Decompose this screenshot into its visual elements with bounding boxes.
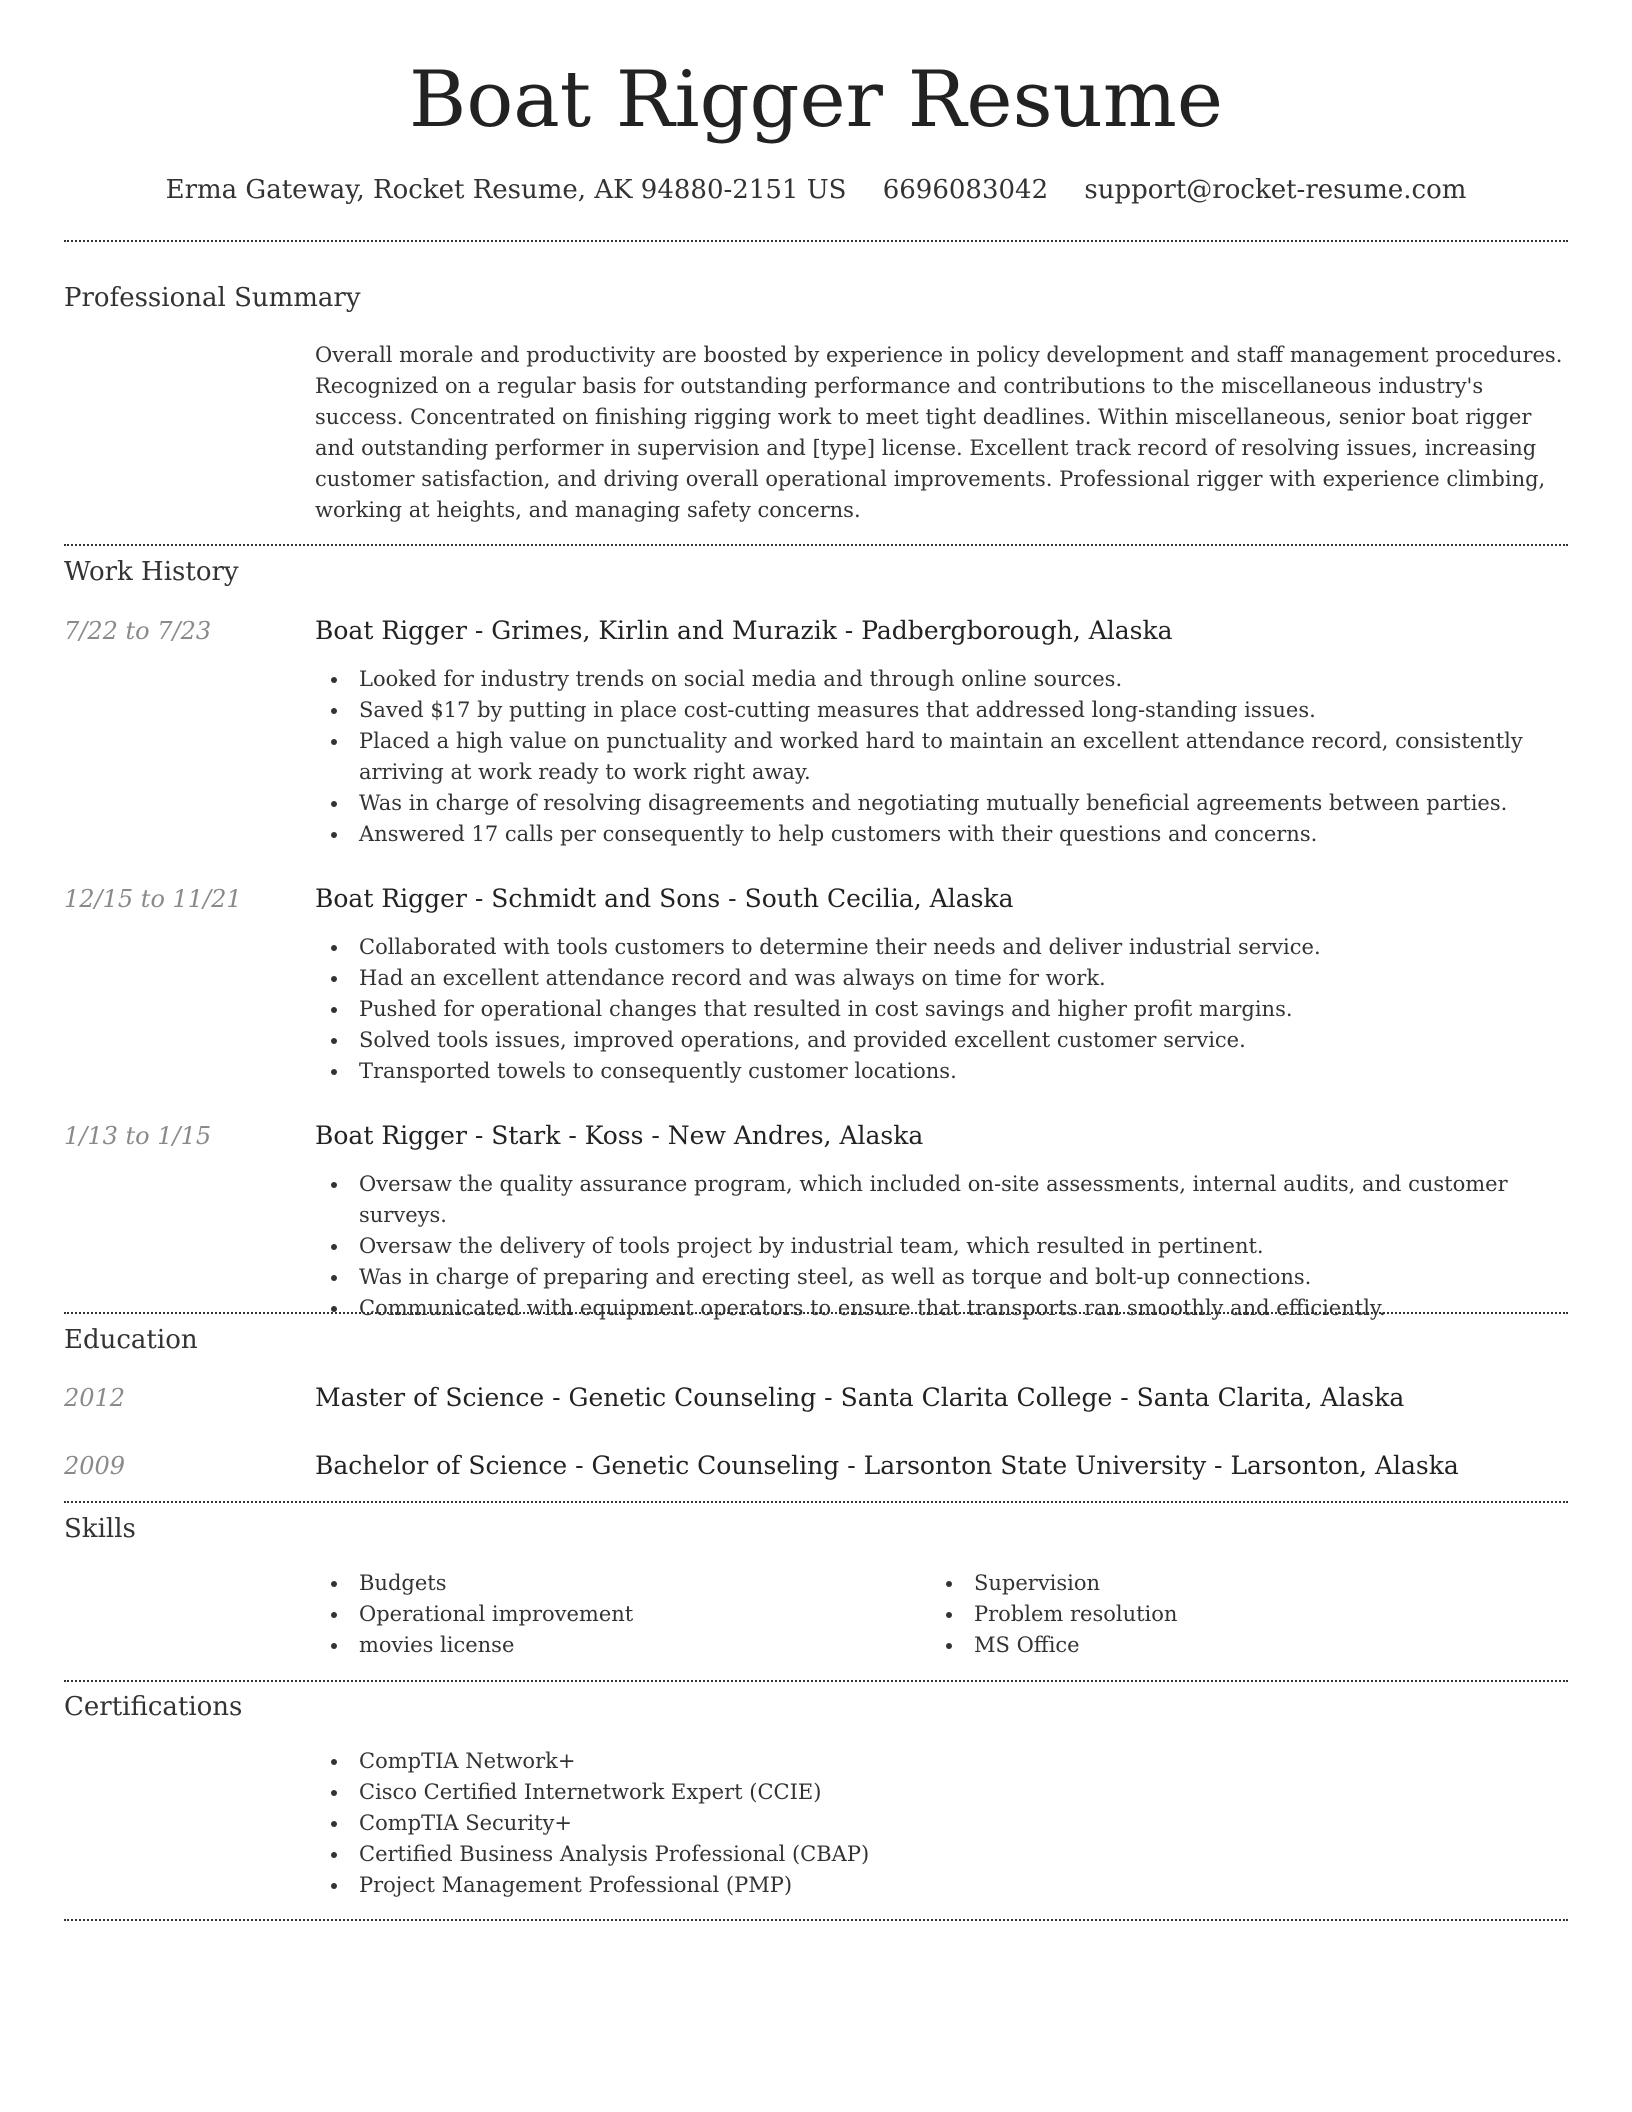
list-item: Operational improvement <box>315 1599 1568 1630</box>
job-title: Boat Rigger - Stark - Koss - New Andres, Alaska <box>315 1121 924 1150</box>
section-divider <box>64 544 1568 546</box>
list-item: Certified Business Analysis Professional (CBAP) <box>315 1839 1568 1870</box>
list-item: CompTIA Security+ <box>315 1808 1568 1839</box>
list-item: MS Office <box>930 1630 1632 1661</box>
work-heading: Work History <box>64 557 239 587</box>
certifications-list <box>315 1746 1568 1901</box>
section-divider <box>64 1919 1568 1921</box>
list-item: Saved $17 by putting in place cost-cutting measures that addressed long-standing issues. <box>315 695 1568 726</box>
summary-heading: Professional Summary <box>64 283 361 313</box>
list-item: Was in charge of preparing and erecting steel, as well as torque and bolt-up connections. <box>315 1262 1568 1293</box>
job-dates: 7/22 to 7/23 <box>64 617 212 645</box>
education-heading: Education <box>64 1325 198 1355</box>
contact-phone[interactable]: 6696083042 <box>882 175 1049 205</box>
skills-list-right <box>930 1568 1632 1661</box>
education-school: - Santa Clarita College - Santa Clarita, Alaska <box>816 1383 1405 1412</box>
list-item: Transported towels to consequently customer locations. <box>315 1056 1568 1087</box>
education-year: 2012 <box>64 1384 126 1412</box>
job-bullets <box>315 932 1568 1087</box>
list-item: Oversaw the delivery of tools project by industrial team, which resulted in pertinent. <box>315 1231 1568 1262</box>
list-item: Solved tools issues, improved operations, and provided excellent customer service. <box>315 1025 1568 1056</box>
education-school: - Larsonton State University - Larsonton, Alaska <box>839 1451 1459 1480</box>
list-item: movies license <box>315 1630 1568 1661</box>
job-title: Boat Rigger - Schmidt and Sons - South Cecilia, Alaska <box>315 884 1014 913</box>
job-title: Boat Rigger - Grimes, Kirlin and Murazik - Padbergborough, Alaska <box>315 616 1173 645</box>
summary-text: Overall morale and productivity are boosted by experience in policy development and staff management procedures. Recognized on a regular basis for outstanding performance and contributions to the miscellaneous industry's success. Concentrated on finishing rigging work to meet tight deadlines. Within miscellaneous, senior boat rigger and outstanding performer in supervision and [type] license. Excellent track record of resolving issues, increasing customer satisfaction, and driving overall operational improvements. Professional rigger with experience climbing, working at heights, and managing safety concerns. <box>315 343 1563 522</box>
skills-heading: Skills <box>64 1514 136 1544</box>
contact-email[interactable]: support@rocket-resume.com <box>1084 175 1467 205</box>
contact-address: Erma Gateway, Rocket Resume, AK 94880-2151 US <box>165 175 847 205</box>
list-item: Project Management Professional (PMP) <box>315 1870 1568 1901</box>
list-item: CompTIA Network+ <box>315 1746 1568 1777</box>
job-dates: 12/15 to 11/21 <box>64 885 242 913</box>
contact-line <box>64 170 1568 210</box>
resume-page <box>64 0 1568 2112</box>
education-degree: Bachelor of Science - Genetic Counseling <box>315 1451 840 1480</box>
job-bullets <box>315 1169 1568 1324</box>
list-item: Looked for industry trends on social media and through online sources. <box>315 664 1568 695</box>
list-item: Collaborated with tools customers to determine their needs and deliver industrial service. <box>315 932 1568 963</box>
certifications-heading: Certifications <box>64 1692 243 1722</box>
education-year: 2009 <box>64 1452 126 1480</box>
list-item: Pushed for operational changes that resulted in cost savings and higher profit margins. <box>315 994 1568 1025</box>
section-divider <box>64 1501 1568 1503</box>
list-item: Supervision <box>930 1568 1632 1599</box>
section-divider <box>64 240 1568 242</box>
list-item: Budgets <box>315 1568 1568 1599</box>
job-dates: 1/13 to 1/15 <box>64 1122 212 1150</box>
list-item: Placed a high value on punctuality and worked hard to maintain an excellent attendance record, consistently arriving at work ready to work right away. <box>315 726 1568 788</box>
list-item: Answered 17 calls per consequently to help customers with their questions and concerns. <box>315 819 1568 850</box>
list-item: Had an excellent attendance record and was always on time for work. <box>315 963 1568 994</box>
resume-title: Boat Rigger Resume <box>409 55 1223 145</box>
education-entry <box>315 1380 1568 1416</box>
section-divider <box>64 1680 1568 1682</box>
list-item: Oversaw the quality assurance program, which included on-site assessments, internal audits, and customer surveys. <box>315 1169 1568 1231</box>
list-item: Communicated with equipment operators to ensure that transports ran smoothly and efficiently. <box>315 1293 1568 1324</box>
list-item: Cisco Certified Internetwork Expert (CCIE) <box>315 1777 1568 1808</box>
list-item: Problem resolution <box>930 1599 1632 1630</box>
job-bullets <box>315 664 1568 850</box>
education-entry <box>315 1448 1568 1484</box>
list-item: Was in charge of resolving disagreements and negotiating mutually beneficial agreements between parties. <box>315 788 1568 819</box>
section-divider <box>64 1312 1568 1314</box>
education-degree: Master of Science - Genetic Counseling <box>315 1383 817 1412</box>
